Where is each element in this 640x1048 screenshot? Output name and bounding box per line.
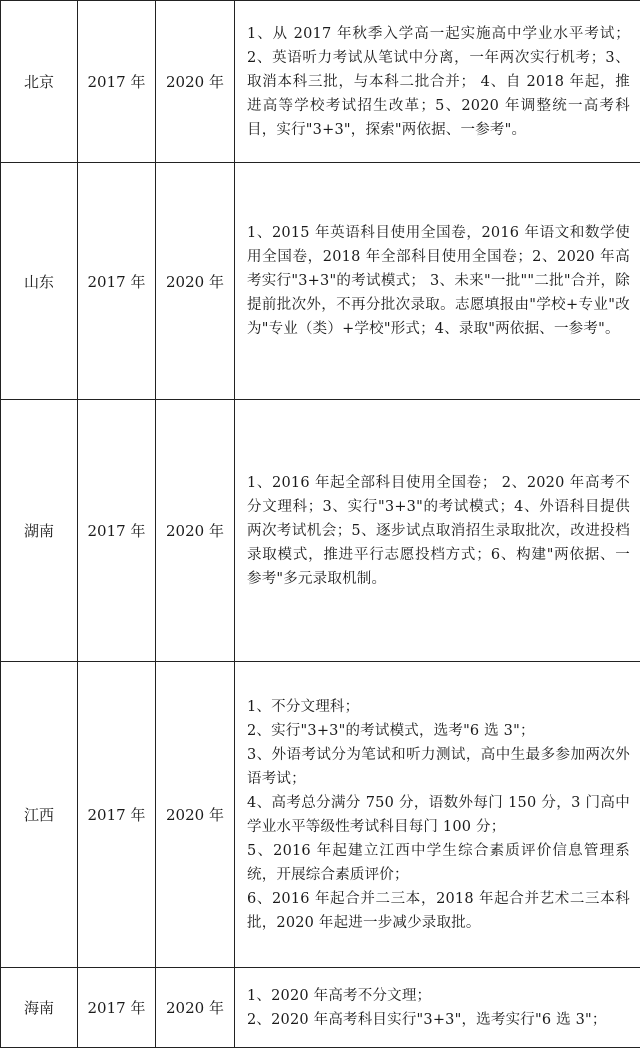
province-cell: 湖南 (1, 400, 78, 662)
province-cell: 山东 (1, 163, 78, 400)
table-row-jiangxi (1, 662, 640, 968)
reform-paragraph: 1、2020 年高考不分文理； (247, 984, 630, 1008)
end-year-cell: 2020 年 (156, 968, 235, 1048)
end-year-cell: 2020 年 (156, 1, 235, 163)
end-year-cell: 2020 年 (156, 662, 235, 968)
table-row-hainan (1, 968, 640, 1048)
reform-content-cell (235, 400, 640, 662)
province-cell: 北京 (1, 1, 78, 163)
reform-paragraph: 1、2015 年英语科目使用全国卷，2016 年语文和数学使用全国卷，2018 年全部科目使用全国卷；2、2020 年高考实行"3+3"的考试模式； 3、未来"一批""二批"合并，除提前批次外，不再分批次录取。志愿填报由"学校+专业"改为"专业（类）+学校"形式；4、录取"两依据、一参考"。 (247, 221, 630, 341)
reform-content-cell (235, 662, 640, 968)
reform-content-cell (235, 968, 640, 1048)
reform-paragraph: 2、实行"3+3"的考试模式，选考"6 选 3"； (247, 719, 630, 743)
reform-paragraph: 6、2016 年起合并二三本，2018 年起合并艺术二三本科批，2020 年起进一步减少录取批。 (247, 887, 630, 935)
reform-paragraph: 3、外语考试分为笔试和听力测试，高中生最多参加两次外语考试； (247, 743, 630, 791)
start-year-cell: 2017 年 (78, 1, 156, 163)
reform-paragraph: 5、2016 年起建立江西中学生综合素质评价信息管理系统，开展综合素质评价； (247, 839, 630, 887)
reform-content-cell (235, 163, 640, 400)
province-cell: 海南 (1, 968, 78, 1048)
reform-paragraph: 4、高考总分满分 750 分，语数外每门 150 分，3 门高中学业水平等级性考试科目每门 100 分； (247, 791, 630, 839)
table-row-shandong (1, 163, 640, 400)
reform-paragraph: 1、不分文理科； (247, 695, 630, 719)
province-cell: 江西 (1, 662, 78, 968)
reform-paragraph: 1、从 2017 年秋季入学高一起实施高中学业水平考试；2、英语听力考试从笔试中分离，一年两次实行机考；3、取消本科三批，与本科二批合并； 4、自 2018 年起，推进高等学校考试招生改革；5、2020 年调整统一高考科目，实行"3+3"，探索"两依据、一参考"。 (247, 22, 630, 142)
end-year-cell: 2020 年 (156, 163, 235, 400)
start-year-cell: 2017 年 (78, 400, 156, 662)
start-year-cell: 2017 年 (78, 968, 156, 1048)
table-row-beijing (1, 1, 640, 163)
start-year-cell: 2017 年 (78, 163, 156, 400)
reform-content-cell (235, 1, 640, 163)
reform-paragraph: 2、2020 年高考科目实行"3+3"，选考实行"6 选 3"； (247, 1008, 630, 1032)
table-row-hunan (1, 400, 640, 662)
start-year-cell: 2017 年 (78, 662, 156, 968)
end-year-cell: 2020 年 (156, 400, 235, 662)
reform-paragraph: 1、2016 年起全部科目使用全国卷； 2、2020 年高考不分文理科；3、实行"3+3"的考试模式；4、外语科目提供两次考试机会；5、逐步试点取消招生录取批次，改进投档录取模式，推进平行志愿投档方式；6、构建"两依据、一参考"多元录取机制。 (247, 471, 630, 591)
